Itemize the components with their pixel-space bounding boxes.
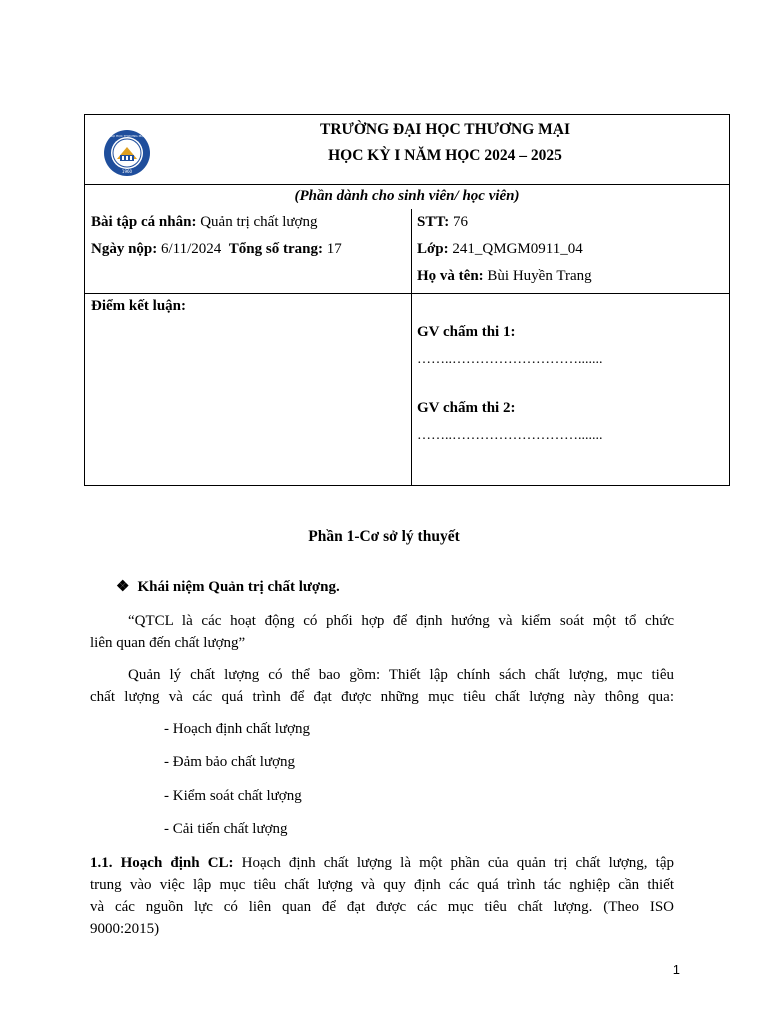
school-heading xyxy=(245,117,645,169)
total-pages-label: Tổng số trang: xyxy=(228,241,323,257)
list-item: - Đảm bảo chất lượng xyxy=(164,754,296,770)
submit-line xyxy=(91,236,406,263)
concept-heading xyxy=(116,576,340,598)
diamond-bullet-icon: ❖ xyxy=(116,579,130,595)
submit-date-value: 6/11/2024 xyxy=(161,241,222,257)
concept-heading-text: Khái niệm Quản trị chất lượng. xyxy=(137,579,340,595)
page-number: 1 xyxy=(672,962,680,977)
quote-paragraph xyxy=(90,610,674,654)
name-label: Họ và tên: xyxy=(417,268,484,284)
section-title: Phần 1-Cơ sở lý thuyết xyxy=(308,528,460,545)
submit-date-label: Ngày nộp: xyxy=(91,241,158,257)
definition-line-1 xyxy=(90,852,674,874)
stt-value: 76 xyxy=(452,214,468,230)
examiner-cell xyxy=(417,294,722,448)
student-identity-cell xyxy=(417,209,722,290)
seal-year: 1960 xyxy=(121,169,133,174)
definition-line-2: trung vào việc lập mục tiêu chất lượng và quy định các quá trình tác nghiệp cần thiết xyxy=(90,877,674,893)
name-value: Bùi Huyền Trang xyxy=(487,268,592,284)
class-value: 241_QMGM0911_04 xyxy=(452,241,583,257)
cover-info-table xyxy=(84,114,730,486)
list-item: - Kiểm soát chất lượng xyxy=(164,788,302,804)
list-item: - Cải tiến chất lượng xyxy=(164,821,288,837)
stt-line xyxy=(417,209,722,236)
definition-line-3: và các nguồn lực có liên quan để đạt được các mục tiêu chất lượng. (Theo ISO xyxy=(90,899,674,915)
grading-row xyxy=(85,294,729,486)
scope-line-1: Quản lý chất lượng có thể bao gồm: Thiết lập chính sách chất lượng, mục tiêu xyxy=(128,667,674,683)
examiner2-label: GV chấm thi 2: xyxy=(417,400,516,416)
definition-heading: 1.1. Hoạch định CL: xyxy=(90,855,234,871)
definition-paragraph xyxy=(90,852,674,940)
class-line xyxy=(417,236,722,263)
assignment-line xyxy=(91,209,406,236)
assignment-label: Bài tập cá nhân: xyxy=(91,214,197,230)
total-pages-value: 17 xyxy=(326,241,342,257)
seal-arc-text: ĐẠI HỌC THƯƠNG MẠI xyxy=(109,134,145,138)
semester-title: HỌC KỲ I NĂM HỌC 2024 – 2025 xyxy=(328,147,562,164)
university-seal-icon xyxy=(103,129,151,177)
examiner1-label: GV chấm thi 1: xyxy=(417,324,516,340)
scope-line-2: chất lượng và các quá trình để đạt được những mục tiêu chất lượng này thông qua: xyxy=(90,689,674,705)
final-score-label: Điểm kết luận: xyxy=(91,298,186,314)
assignment-info-cell xyxy=(91,209,406,263)
table-header-row xyxy=(85,115,729,185)
student-section-note: (Phần dành cho sinh viên/ học viên) xyxy=(294,188,520,204)
class-label: Lớp: xyxy=(417,241,449,257)
examiner2-signature-line: ……..………………………....... xyxy=(417,428,603,443)
definition-line-1-text: Hoạch định chất lượng là một phần của quản trị chất lượng, tập xyxy=(241,855,675,871)
university-name: TRƯỜNG ĐẠI HỌC THƯƠNG MẠI xyxy=(319,121,570,138)
list-item: - Hoạch định chất lượng xyxy=(164,721,311,737)
student-info-row xyxy=(85,209,729,294)
definition-line-4: 9000:2015) xyxy=(90,921,160,937)
name-line xyxy=(417,263,722,290)
quote-line-1: “QTCL là các hoạt động có phối hợp để định hướng và kiểm soát một tổ chức xyxy=(128,613,674,629)
quote-line-2: liên quan đến chất lượng” xyxy=(90,635,246,651)
examiner1-signature-line: ……..………………………....... xyxy=(417,352,603,367)
scope-paragraph xyxy=(90,664,674,708)
stt-label: STT: xyxy=(417,214,450,230)
assignment-value: Quản trị chất lượng xyxy=(200,214,318,230)
